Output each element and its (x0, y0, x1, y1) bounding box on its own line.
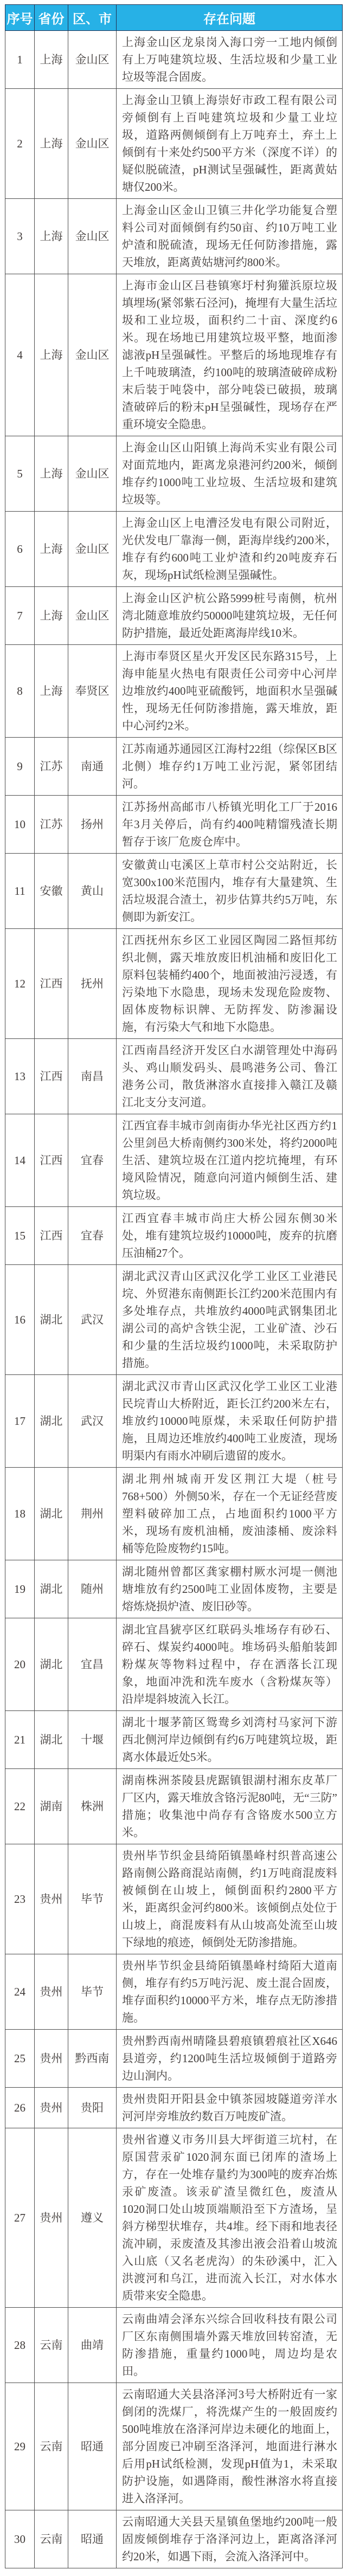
table-row (5, 1844, 343, 1954)
table-row (5, 796, 343, 854)
cell-province: 湖南 (35, 1769, 68, 1844)
cell-province: 江西 (35, 1207, 68, 1265)
cell-province: 湖北 (35, 1265, 68, 1375)
cell-issue: 江西宜春丰城市剑南街办华光社区西方约1公里剑邑大桥南侧约300米处，将约2000吨生活、建筑垃圾在江道内挖坑掩埋，有环境风险情况，随意向河道内倾倒生活、建筑垃圾。 (117, 1114, 343, 1207)
cell-city: 宜春 (68, 1207, 117, 1265)
header-row (5, 5, 343, 31)
cell-issue: 湖南株洲茶陵县虎踞镇银湖村湘东皮革厂厂区内，露天堆放含铬污泥80吨，无“三防”措施；收集池中尚存有含铬废水500立方米。 (117, 1769, 343, 1844)
cell-issue: 贵州毕节织金县绮陌镇墨峰村绮陌大道南侧，堆存有约5万吨污泥、废土混合固废，堆存面积约10000平方米，堆存点无防渗措施。 (117, 1954, 343, 2030)
cell-city: 随州 (68, 1560, 117, 1618)
table-row (5, 1618, 343, 1711)
table-row (5, 738, 343, 796)
cell-issue: 云南昭通大关县洛泽河3号大桥附近有一家倒闭的洗煤厂，将洗煤产生的一般固废约500吨堆放在洛泽河岸边未硬化的地面上，部分固废已冲刷至洛泽河，地面进行淋水后用pH试纸检测，发现pH值为1，未采取防护设施，如遇降雨，酸性淋溶水将直接进入洛泽河。 (117, 2383, 343, 2510)
cell-index: 19 (5, 1560, 35, 1618)
cell-index: 24 (5, 1954, 35, 2030)
cell-province: 上海 (35, 274, 68, 436)
table-body (5, 31, 343, 2568)
cell-city: 金山区 (68, 31, 117, 89)
cell-city: 金山区 (68, 274, 117, 436)
cell-province: 上海 (35, 512, 68, 587)
table-row (5, 1468, 343, 1560)
table-row (5, 1711, 343, 1769)
cell-issue: 上海金山区上电漕泾发电有限公司附近，光伏发电厂靠海一侧，距海岸线约200米，堆存有约600吨工业炉渣和约20吨废弃石灰，现场pH试纸检测呈强碱性。 (117, 512, 343, 587)
cell-city: 黄山 (68, 854, 117, 929)
cell-issue: 上海金山区沪杭公路5999桩号南侧，杭州湾北随意堆放约50000吨建筑垃圾，无任何防护措施，最近处距离海岸线10米。 (117, 587, 343, 645)
cell-city: 南通 (68, 738, 117, 796)
cell-province: 江苏 (35, 796, 68, 854)
cell-issue: 上海金山区龙泉岗入海口旁一工地内倾倒有上万吨建筑垃圾、生活垃圾和少量工业垃圾等混合固废。 (117, 31, 343, 89)
cell-issue: 安徽黄山屯溪区上草市村公交站附近，长宽300x100米范围内，堆存有大量建筑、生活垃圾混合渣土，初步估算共约5万吨，东侧即为新安江。 (117, 854, 343, 929)
cell-issue: 湖北宜昌猇亭区红联码头堆场存有砂石、碎石、煤炭约4000吨。堆场码头船舶装卸粉煤灰等物料过程中，存在洒落长江现象，地面冲洗和洗车废水（含粉煤灰等）沿岸堤斜坡流入长江。 (117, 1618, 343, 1711)
table-row (5, 854, 343, 929)
cell-province: 安徽 (35, 854, 68, 929)
cell-issue: 贵州贵阳开阳县金中镇茶园坡隧道旁洋水河河岸旁堆放约数百万吨废矿渣。 (117, 2088, 343, 2128)
column-header-issue: 存在问题 (117, 5, 343, 31)
table-row (5, 1265, 343, 1375)
table-row (5, 274, 343, 436)
cell-province: 湖北 (35, 1560, 68, 1618)
cell-index: 13 (5, 1039, 35, 1114)
cell-issue: 贵州黔西南州晴隆县碧痕镇碧痕社区X646县道旁，约1200吨生活垃圾倾倒于道路旁边山涧内。 (117, 2030, 343, 2088)
cell-province: 湖北 (35, 1711, 68, 1769)
cell-index: 5 (5, 436, 35, 512)
table-row (5, 1207, 343, 1265)
cell-city: 贵阳 (68, 2088, 117, 2128)
cell-city: 宜春 (68, 1114, 117, 1207)
cell-province: 云南 (35, 2308, 68, 2383)
cell-index: 30 (5, 2510, 35, 2568)
cell-city: 扬州 (68, 796, 117, 854)
cell-index: 20 (5, 1618, 35, 1711)
cell-index: 16 (5, 1265, 35, 1375)
cell-index: 29 (5, 2383, 35, 2510)
cell-province: 江西 (35, 1039, 68, 1114)
cell-issue: 湖北随州曾都区龚家棚村厥水河堤一侧池塘堆放有约2500吨工业固体废物，主要是熔炼烧损炉渣、废旧砂等。 (117, 1560, 343, 1618)
column-header-index: 序号 (5, 5, 35, 31)
cell-index: 23 (5, 1844, 35, 1954)
cell-city: 昭通 (68, 2383, 117, 2510)
cell-index: 10 (5, 796, 35, 854)
cell-issue: 上海金山区金山卫镇三井化学功能复合塑料公司对面倾倒有约50亩、约10万吨工业炉渣和脱硫渣，现场无任何防渗措施，露天堆放，距离黄姑塘河约800米。 (117, 199, 343, 274)
cell-city: 金山区 (68, 436, 117, 512)
cell-province: 贵州 (35, 2030, 68, 2088)
table-row (5, 31, 343, 89)
cell-province: 贵州 (35, 2088, 68, 2128)
cell-issue: 江苏南通苏通园区江海村22组（综保区B区北侧）堆存约1万吨工业污泥，紧邻团结河。 (117, 738, 343, 796)
cell-province: 江西 (35, 929, 68, 1039)
cell-province: 江西 (35, 1114, 68, 1207)
cell-index: 27 (5, 2128, 35, 2308)
cell-province: 上海 (35, 31, 68, 89)
table-row (5, 1954, 343, 2030)
cell-city: 金山区 (68, 512, 117, 587)
cell-province: 湖北 (35, 1375, 68, 1468)
cell-index: 14 (5, 1114, 35, 1207)
cell-city: 毕节 (68, 1844, 117, 1954)
cell-index: 28 (5, 2308, 35, 2383)
cell-index: 21 (5, 1711, 35, 1769)
cell-city: 武汉 (68, 1265, 117, 1375)
table-row (5, 1769, 343, 1844)
cell-province: 上海 (35, 645, 68, 738)
cell-index: 2 (5, 89, 35, 199)
cell-index: 26 (5, 2088, 35, 2128)
cell-province: 上海 (35, 587, 68, 645)
cell-province: 上海 (35, 436, 68, 512)
cell-issue: 湖北武汉青山区武汉化学工业区工业港民垸、外贸港东南侧距长江约200米范围内有多处堆存点，共堆放约4000吨武钢集团北湖公司的高炉含铁尘泥，工业矿渣、沙石和少量的生活垃圾约1000吨，未采取防护措施。 (117, 1265, 343, 1375)
cell-issue: 云南昭通大关县天星镇鱼堡地约200吨一般固废倾倒堆存于洛泽河边上，距离洛泽河约20米，如遇下雨，会流入洛泽河中。 (117, 2510, 343, 2568)
cell-issue: 湖北武汉市青山区武汉化学工业区工业港民垸青山大桥附近，距长江约200米左右，堆放约10000吨原煤，未采取任何防护措施，且周边还堆放约400吨工业废渣，现场明渠内有雨水冲刷后遗留的废水。 (117, 1375, 343, 1468)
issues-table (5, 4, 343, 2568)
cell-province: 江苏 (35, 738, 68, 796)
cell-issue: 江西抚州东乡区工业园区陶园二路恒邦纺织北侧，露天堆放废旧机油桶和废旧化工原料包装桶约400个，地面被油污浸透，有污染地下水隐患，现场未发现危险废物、固体废物标识牌、无防挥发、防渗漏设施，有污染大气和地下水隐患。 (117, 929, 343, 1039)
cell-issue: 湖北十堰茅箭区鸳鸯乡刘湾村马家河下游西北侧河岸边倾倒有约6万吨建筑垃圾，距离水体最近处5米。 (117, 1711, 343, 1769)
cell-index: 12 (5, 929, 35, 1039)
cell-city: 抚州 (68, 929, 117, 1039)
table-row (5, 89, 343, 199)
cell-province: 贵州 (35, 2128, 68, 2308)
cell-province: 贵州 (35, 1844, 68, 1954)
table-row (5, 512, 343, 587)
cell-index: 9 (5, 738, 35, 796)
table-row (5, 1039, 343, 1114)
cell-index: 17 (5, 1375, 35, 1468)
cell-province: 湖北 (35, 1618, 68, 1711)
cell-city: 奉贤区 (68, 645, 117, 738)
table-row (5, 929, 343, 1039)
cell-index: 11 (5, 854, 35, 929)
table-row (5, 2128, 343, 2308)
cell-province: 贵州 (35, 1954, 68, 2030)
cell-city: 武汉 (68, 1375, 117, 1468)
cell-city: 株洲 (68, 1769, 117, 1844)
table-row (5, 2308, 343, 2383)
cell-index: 15 (5, 1207, 35, 1265)
table-row (5, 1560, 343, 1618)
cell-province: 湖北 (35, 1468, 68, 1560)
cell-issue: 上海市奉贤区星火开发区民东路315号，上海申能星火热电有限责任公司旁中心河岸边堆放约400吨亚硫酸钙，地面积水呈强碱性，现场无任何防渗措施，露天堆放，距中心河约2米。 (117, 645, 343, 738)
cell-issue: 上海市金山区吕巷镇寒圩村狗獾浜原垃圾填埋场(紧邻紫石泾河)，掩埋有大量生活垃圾和工业垃圾，面积约二十亩、深度约6米。现在场地已用建筑垃圾平整，地面渗滤液pH呈强碱性。平整后的场地现堆存有上千吨玻璃渣，约100吨的玻璃渣破碎成粉末后装于吨袋中，部分吨袋已破损，玻璃渣破碎后的粉末pH呈强碱性，现场存在严重环境安全隐患。 (117, 274, 343, 436)
cell-city: 宜昌 (68, 1618, 117, 1711)
cell-index: 7 (5, 587, 35, 645)
cell-index: 18 (5, 1468, 35, 1560)
table-row (5, 2088, 343, 2128)
cell-city: 南昌 (68, 1039, 117, 1114)
cell-city: 金山区 (68, 199, 117, 274)
cell-issue: 江苏扬州高邮市八桥镇光明化工厂于2016年3月关停后，尚有约400吨精馏残渣长期暂存于该厂危废仓库中。 (117, 796, 343, 854)
table-row (5, 2030, 343, 2088)
cell-city: 昭通 (68, 2510, 117, 2568)
cell-city: 毕节 (68, 1954, 117, 2030)
cell-issue: 江西宜春丰城市尚庄大桥公园东侧30米处，堆有建筑垃圾约10000吨，废弃的抗磨压油桶27个。 (117, 1207, 343, 1265)
table-row (5, 645, 343, 738)
cell-index: 22 (5, 1769, 35, 1844)
table-row (5, 1114, 343, 1207)
table-row (5, 436, 343, 512)
cell-city: 黔西南 (68, 2030, 117, 2088)
table-row (5, 1375, 343, 1468)
cell-index: 6 (5, 512, 35, 587)
cell-index: 8 (5, 645, 35, 738)
cell-province: 云南 (35, 2510, 68, 2568)
cell-index: 3 (5, 199, 35, 274)
cell-city: 金山区 (68, 89, 117, 199)
cell-city: 金山区 (68, 587, 117, 645)
cell-province: 云南 (35, 2383, 68, 2510)
cell-index: 25 (5, 2030, 35, 2088)
cell-issue: 上海金山区山阳镇上海尚禾实业有限公司对面荒地内，距离龙泉港河约200米，倾倒堆存约1000吨工业垃圾、生活垃圾和建筑垃圾等。 (117, 436, 343, 512)
cell-index: 4 (5, 274, 35, 436)
cell-issue: 云南曲靖会泽东兴综合回收科技有限公司厂区东南侧围墙外露天堆放回转窑渣，无防渗措施，重量约1000吨，周边均是农田。 (117, 2308, 343, 2383)
cell-province: 上海 (35, 199, 68, 274)
table-row (5, 587, 343, 645)
cell-city: 遵义 (68, 2128, 117, 2308)
cell-issue: 贵州省遵义市务川县大坪街道三坑村，在原国营汞矿1020洞东面已闭库的渣场上方，存在一处堆存量约为300吨的废弃冶炼汞矿废渣。该汞矿渣呈微红色，废渣从1020洞口处山坡顶端顺沿至下方渣场，呈斜方梯型状堆存，共4堆。经下雨和地表径流冲刷，汞废渣及其渗出液会沿着山坡流入山底（又名老虎沟）的朱砂溪中，汇入洪渡河和乌江，进而流入长江，对水体水质带来安全隐患。 (117, 2128, 343, 2308)
cell-city: 曲靖 (68, 2308, 117, 2383)
column-header-province: 省份 (35, 5, 68, 31)
table-row (5, 199, 343, 274)
cell-city: 十堰 (68, 1711, 117, 1769)
table-row (5, 2383, 343, 2510)
cell-issue: 上海金山卫镇上海崇好市政工程有限公司旁倾倒有上百吨建筑垃圾和少量工业垃圾，道路两侧倾倒有上万吨弃土，弃土上倾倒有十来处约500平方米（深度不详）的疑似脱硫渣，pH测试呈强碱性，距离黄姑塘仅200米。 (117, 89, 343, 199)
cell-issue: 贵州毕节织金县绮陌镇墨峰村织普高速公路南侧公路商混站南侧，约1万吨商混废料被倾倒在山坡上，倾倒面积约2800平方米，距离织金河约800米。该倾倒点处位于山坡上，商混废料有从山坡高处流至山坡下绿地的痕迹，倾倒处无防渗措施。 (117, 1844, 343, 1954)
column-header-city: 区、市 (68, 5, 117, 31)
table-row (5, 2510, 343, 2568)
cell-issue: 江西南昌经济开发区白水湖管理处中海码头、鸡山顺发码头、晨鸣港务公司、鲁江港务公司，散货淋溶水直接排入赣江及赣江北支分支河道。 (117, 1039, 343, 1114)
cell-city: 荆州 (68, 1468, 117, 1560)
cell-province: 上海 (35, 89, 68, 199)
cell-issue: 湖北荆州城南开发区荆江大堤（桩号768+500）外侧50米，存在一个无证经营废塑料破碎加工点，占地面积约1000平方米，现场有废机油桶，废油漆桶、废涂料桶等危险废物约15吨。 (117, 1468, 343, 1560)
cell-index: 1 (5, 31, 35, 89)
